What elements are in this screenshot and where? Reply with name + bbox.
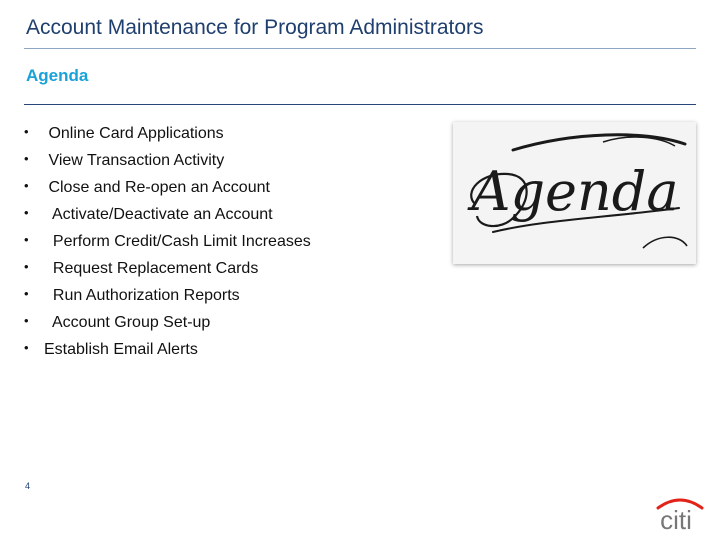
bullet-icon: •: [24, 151, 29, 166]
agenda-item-text: Run Authorization Reports: [44, 287, 240, 304]
agenda-item-text: Establish Email Alerts: [44, 341, 198, 358]
bullet-icon: •: [24, 205, 29, 220]
bullet-icon: •: [24, 232, 29, 247]
bullet-icon: •: [24, 286, 29, 301]
bullet-icon: •: [24, 340, 29, 355]
bullet-icon: •: [24, 178, 29, 193]
agenda-item-text: Online Card Applications: [44, 125, 224, 142]
slide-title: Account Maintenance for Program Administrators: [26, 16, 484, 39]
agenda-item-text: Account Group Set-up: [44, 314, 211, 331]
agenda-item-text: View Transaction Activity: [44, 152, 225, 169]
subtitle-divider: [24, 104, 696, 105]
agenda-item-text: Perform Credit/Cash Limit Increases: [44, 233, 311, 250]
agenda-item-text: Request Replacement Cards: [44, 260, 259, 277]
agenda-item-text: Close and Re-open an Account: [44, 179, 270, 196]
agenda-calligraphy-image: [453, 122, 696, 264]
citi-logo-text: citi: [660, 505, 692, 532]
page-number: 4: [25, 481, 31, 491]
slide-subtitle: Agenda: [26, 66, 89, 85]
citi-logo: [648, 488, 704, 532]
bullet-icon: •: [24, 259, 29, 274]
bullet-icon: •: [24, 124, 29, 139]
agenda-item-text: Activate/Deactivate an Account: [44, 206, 273, 223]
bullet-icon: •: [24, 313, 29, 328]
title-divider: [24, 48, 696, 49]
agenda-calligraphy-text: Agenda: [471, 160, 679, 223]
